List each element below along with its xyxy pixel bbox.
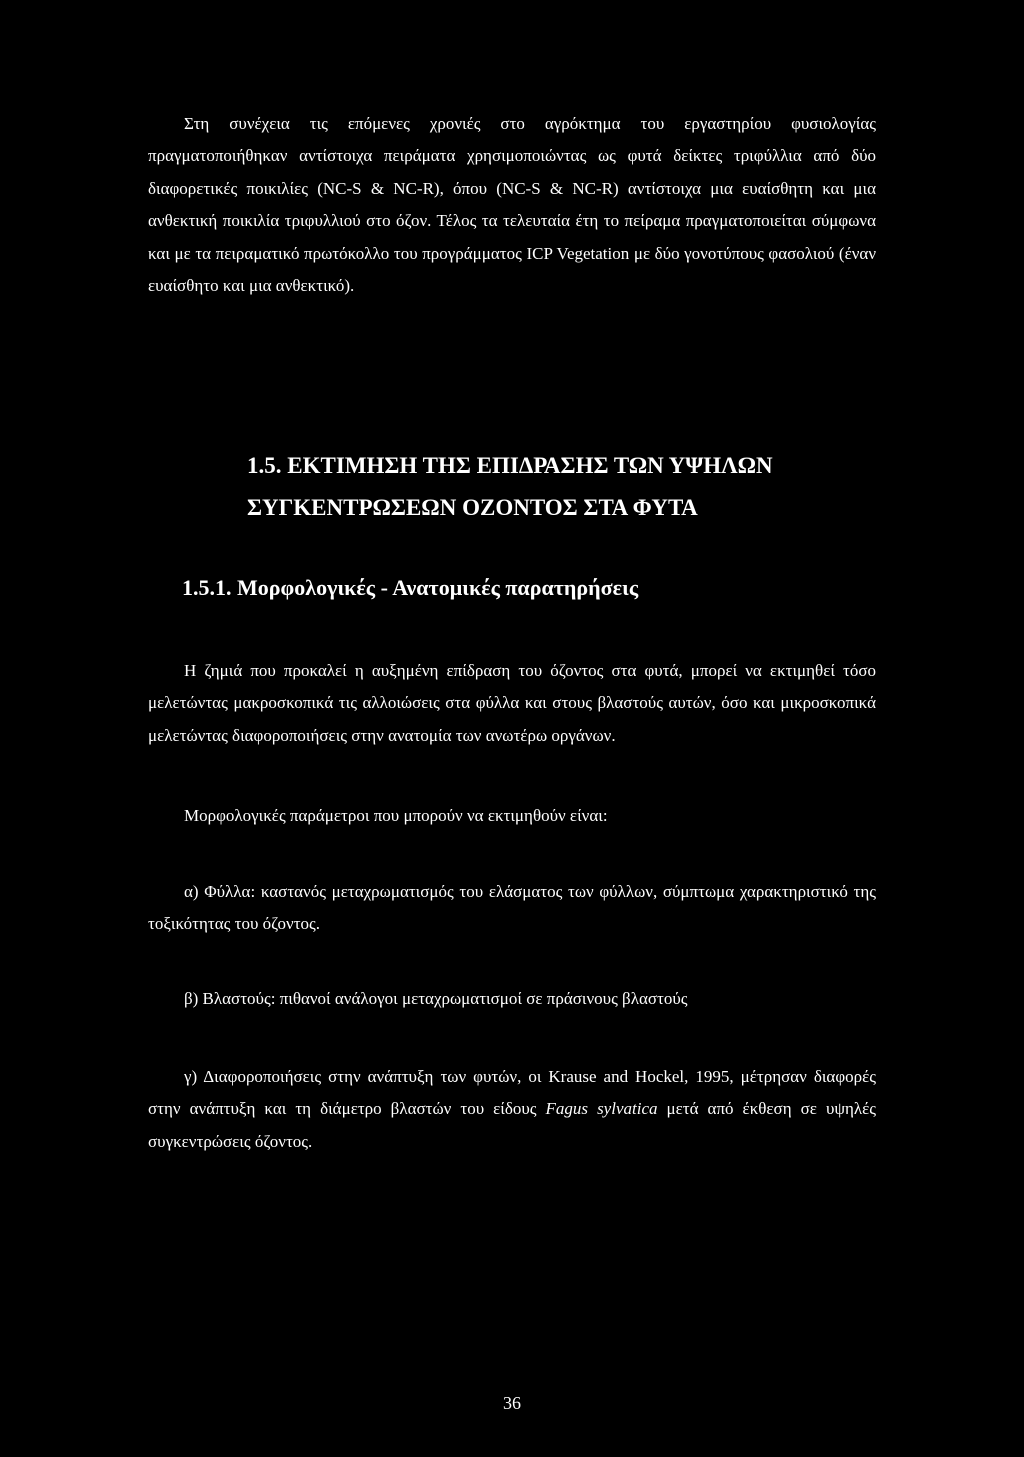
section-heading-line-1: 1.5. ΕΚΤΙΜΗΣΗ ΤΗΣ ΕΠΙΔΡΑΣΗΣ ΤΩΝ ΥΨΗΛΩΝ [247,453,773,478]
species-name: Fagus sylvatica [545,1099,658,1119]
growth-item-text-part-1: γ) Διαφοροποιήσεις στην ανάπτυξη των φυτών, οι Krause and Hockel, 1995, μέτρησαν διαφορές στην ανάπτυξη και τη διάμετρο βλαστών του είδους [148,1067,876,1119]
parameters-intro-paragraph: Μορφολογικές παράμετροι που μπορούν να εκτιμηθούν είναι: [184,806,608,825]
damage-paragraph: Η ζημιά που προκαλεί η αυξημένη επίδραση του όζοντος στα φυτά, μπορεί να εκτιμηθεί τόσο μελετώντας μακροσκοπικά τις αλλοιώσεις στα φύλλα και στους βλαστούς αυτών, όσο και μικροσκοπικά μελετώντας διαφοροποιήσεις στην ανατομία των ανωτέρω οργάνων. [148,661,876,745]
growth-item-paragraph [148,1061,876,1158]
leaves-item-paragraph: α) Φύλλα: καστανός μεταχρωματισμός του ελάσματος των φύλλων, σύμπτωμα χαρακτηριστικό της τοξικότητας του όζοντος. [148,882,876,934]
stems-item-paragraph: β) Βλαστούς: πιθανοί ανάλογοι μεταχρωματισμοί σε πράσινους βλαστούς [184,989,688,1008]
intro-paragraph: Στη συνέχεια τις επόμενες χρονιές στο αγρόκτημα του εργαστηρίου φυσιολογίας πραγματοποιήθηκαν αντίστοιχα πειράματα χρησιμοποιώντας ως φυτά δείκτες τριφύλλια από δύο διαφορετικές ποικιλίες (NC-S & NC-R), όπου (NC-S & NC-R) αντίστοιχα μια ευαίσθητη και μια ανθεκτική ποικιλία τριφυλλιού στο όζον. Τέλος τα τελευταία έτη το πείραμα πραγματοποιείται σύμφωνα και με τα πειραματικό πρωτόκολλο του προγράμματος ICP Vegetation με δύο γονοτύπους φασολιού (έναν ευαίσθητο και μια ανθεκτικό). [148,114,876,296]
section-heading-line-2: ΣΥΓΚΕΝΤΡΩΣΕΩΝ ΟΖΟΝΤΟΣ ΣΤΑ ΦΥΤΑ [247,495,698,520]
subsection-heading: 1.5.1. Μορφολογικές - Ανατομικές παρατηρήσεις [182,575,639,600]
growth-item-text-part-2: μετά από έκθεση σε υψηλές συγκεντρώσεις όζοντος. [148,1099,877,1151]
page-number: 36 [503,1393,521,1413]
